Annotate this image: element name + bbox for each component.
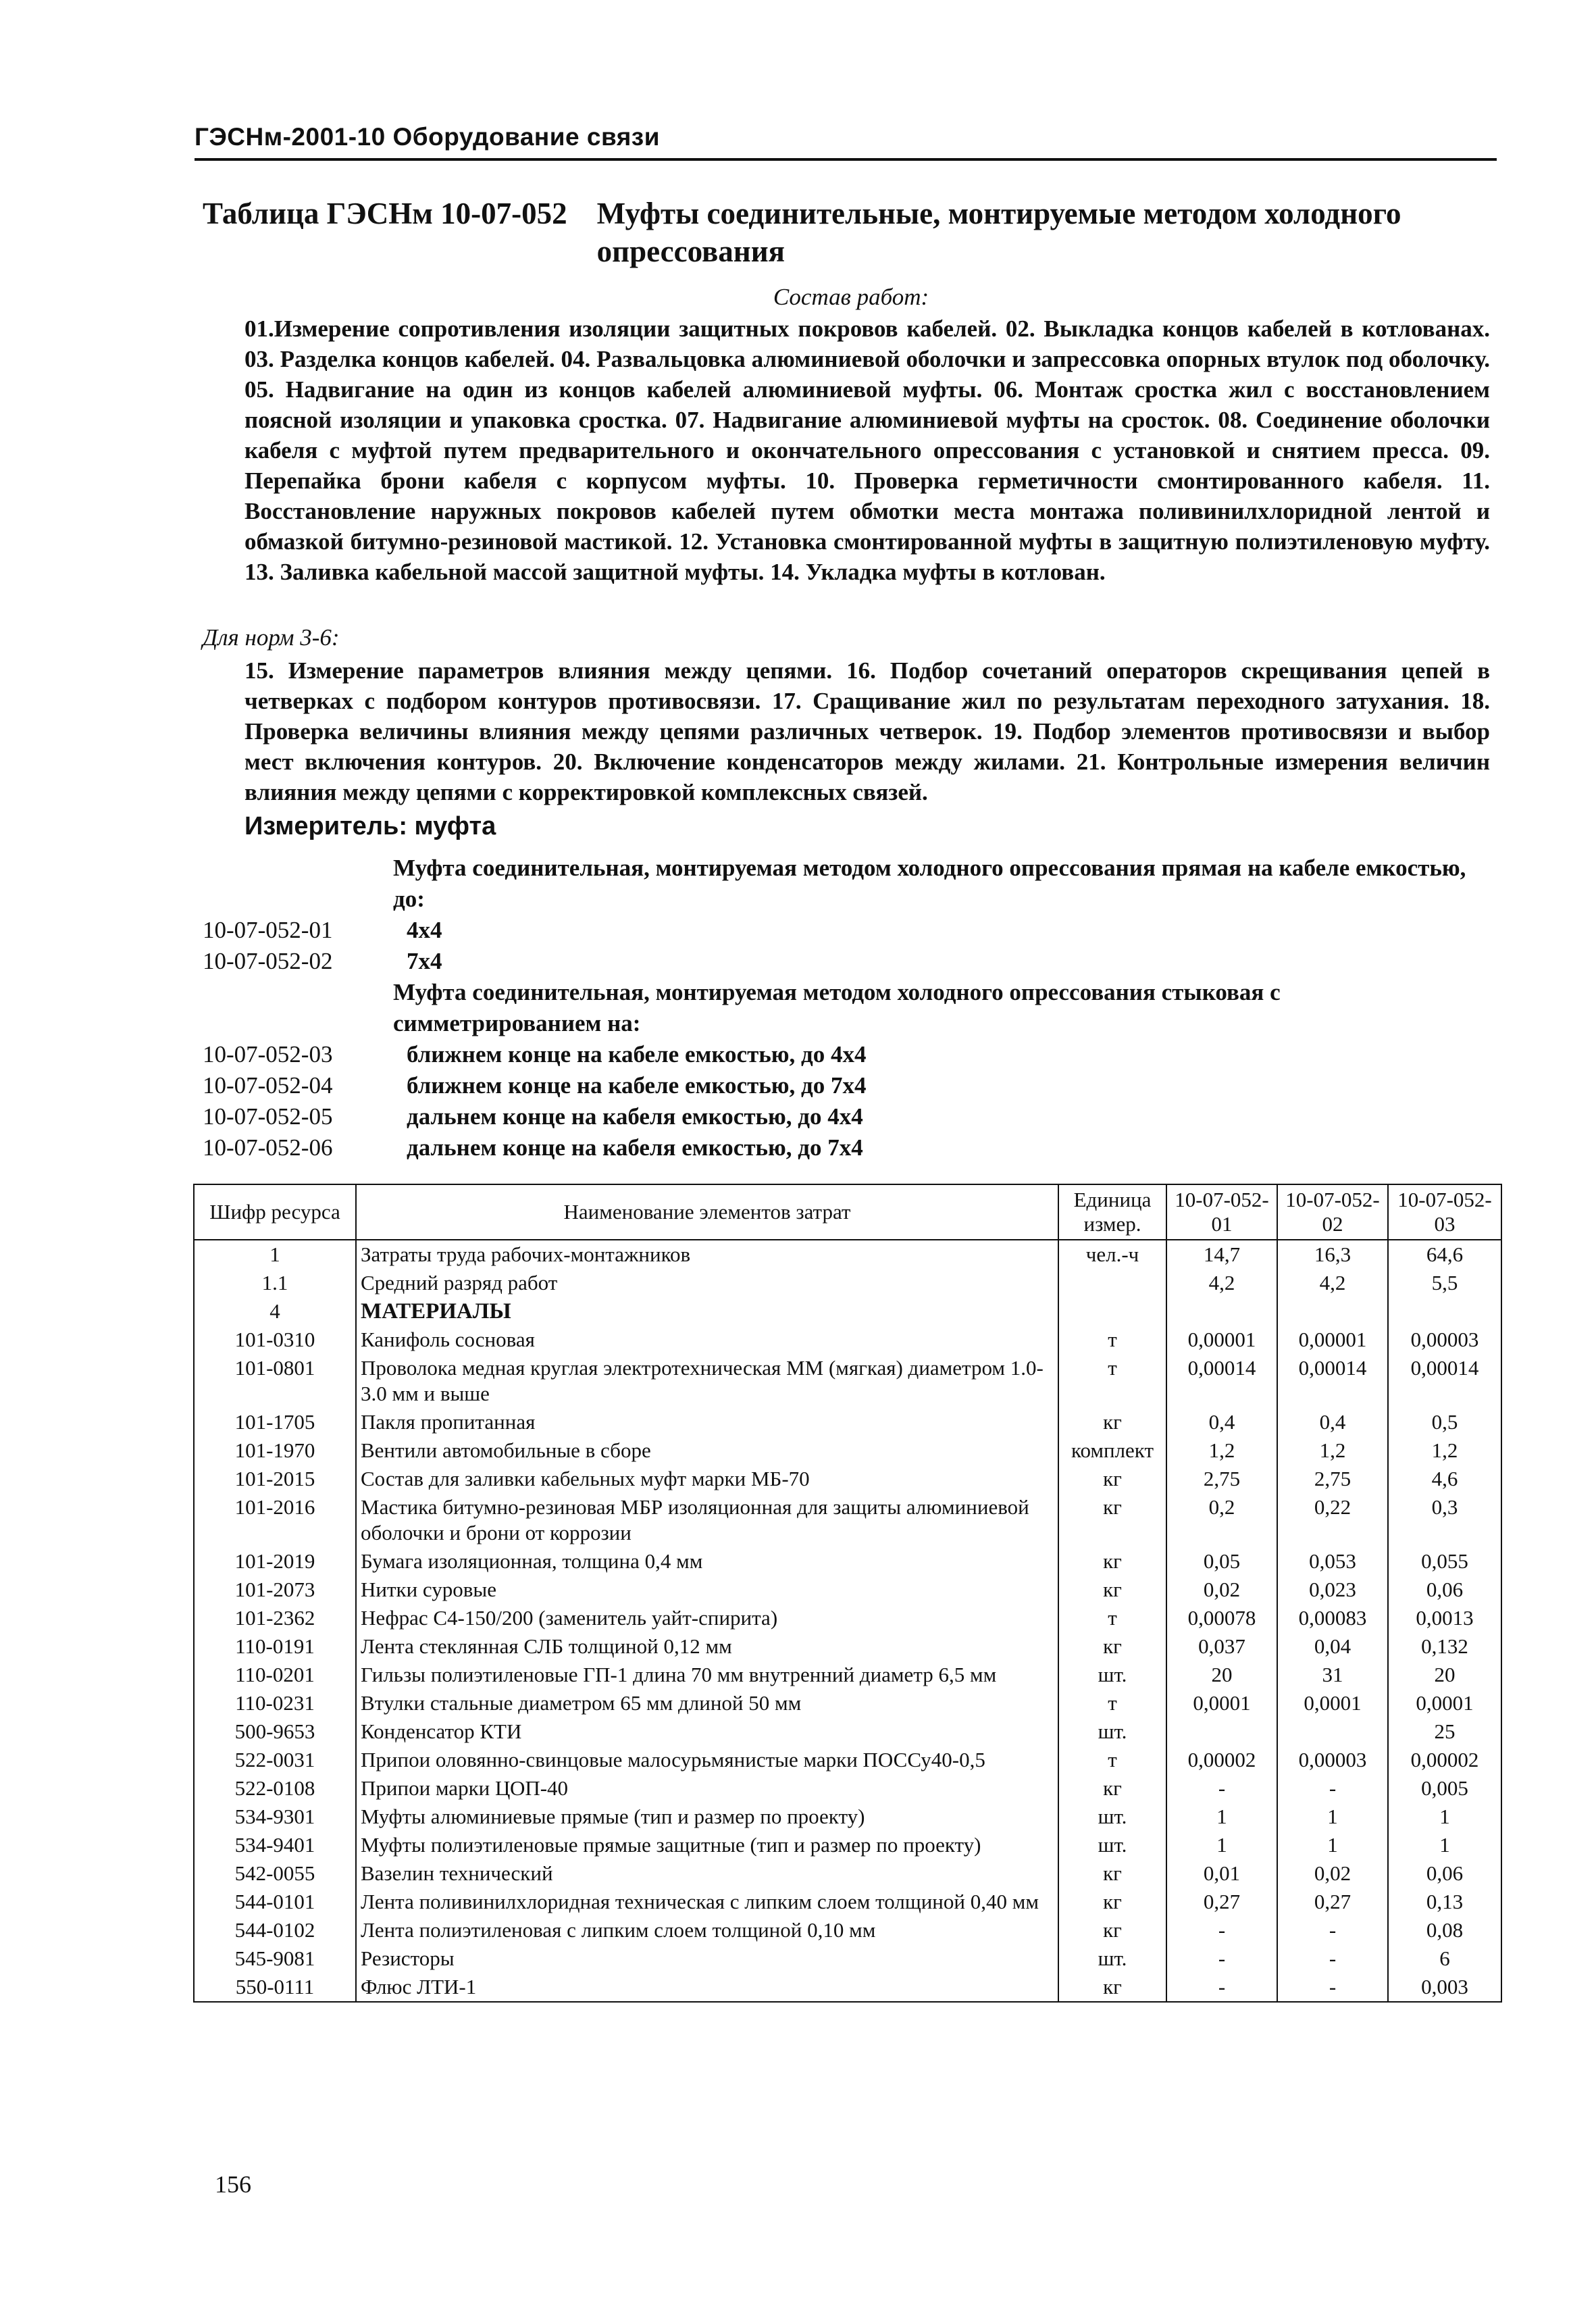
cell-norm-02: 0,4 <box>1277 1408 1388 1436</box>
cell-norm-02: 0,023 <box>1277 1576 1388 1604</box>
cell-unit: шт. <box>1058 1944 1166 1973</box>
cell-norm-01: 0,00002 <box>1166 1746 1277 1774</box>
variant-item <box>203 915 1493 946</box>
header-norm-03: 10-07-052-03 <box>1388 1184 1501 1240</box>
table-header-row <box>194 1184 1501 1240</box>
table-row <box>194 1859 1501 1888</box>
table-row <box>194 1916 1501 1944</box>
cell-norm-03: 5,5 <box>1388 1269 1501 1297</box>
cell-unit: кг <box>1058 1774 1166 1803</box>
cell-cost-element-name: Лента поливинилхлоридная техническая с липким слоем толщиной 0,40 мм <box>356 1888 1058 1916</box>
cell-norm-02: 0,053 <box>1277 1547 1388 1576</box>
cell-norm-01: 0,0001 <box>1166 1689 1277 1717</box>
cell-cost-element-name: Вентили автомобильные в сборе <box>356 1436 1058 1465</box>
cell-norm-02: 0,27 <box>1277 1888 1388 1916</box>
cell-norm-01: 0,00001 <box>1166 1326 1277 1354</box>
cell-cost-element-name: Затраты труда рабочих-монтажников <box>356 1240 1058 1269</box>
cell-norm-01: 4,2 <box>1166 1269 1277 1297</box>
table-title-name: Муфты соединительные, монтируемые методом холодного опрессования <box>596 197 1401 268</box>
cell-unit: кг <box>1058 1493 1166 1547</box>
header-resource-code: Шифр ресурса <box>194 1184 356 1240</box>
variant-item <box>203 1039 1493 1070</box>
cell-norm-01: 0,02 <box>1166 1576 1277 1604</box>
cell-unit: шт. <box>1058 1717 1166 1746</box>
cell-norm-01: 0,4 <box>1166 1408 1277 1436</box>
cell-norm-01: 1 <box>1166 1831 1277 1859</box>
cell-norm-01: 0,01 <box>1166 1859 1277 1888</box>
table-row <box>194 1547 1501 1576</box>
cell-cost-element-name: Лента полиэтиленовая с липким слоем толщиной 0,10 мм <box>356 1916 1058 1944</box>
cell-norm-02: - <box>1277 1944 1388 1973</box>
cell-cost-element-name: Резисторы <box>356 1944 1058 1973</box>
table-row <box>194 1831 1501 1859</box>
cell-unit: кг <box>1058 1859 1166 1888</box>
cell-unit: комплект <box>1058 1436 1166 1465</box>
cell-norm-03: 1,2 <box>1388 1436 1501 1465</box>
cell-unit: кг <box>1058 1973 1166 2002</box>
variant-item <box>203 1101 1493 1132</box>
cell-unit: кг <box>1058 1888 1166 1916</box>
cell-norm-02: - <box>1277 1774 1388 1803</box>
table-row <box>194 1746 1501 1774</box>
variant-item <box>203 1132 1493 1163</box>
cell-unit: чел.-ч <box>1058 1240 1166 1269</box>
cell-unit: т <box>1058 1354 1166 1408</box>
page-number: 156 <box>215 2171 251 2198</box>
cell-resource-code: 110-0191 <box>194 1632 356 1661</box>
cell-norm-01: 14,7 <box>1166 1240 1277 1269</box>
variant-text: ближнем конце на кабеле емкостью, до 7x4 <box>407 1072 867 1099</box>
cell-norm-03: 0,3 <box>1388 1493 1501 1547</box>
cell-cost-element-name: Нефрас С4-150/200 (заменитель уайт-спирита) <box>356 1604 1058 1632</box>
cell-cost-element-name: Нитки суровые <box>356 1576 1058 1604</box>
cell-norm-01: 0,037 <box>1166 1632 1277 1661</box>
meter-label: Измеритель: муфта <box>244 812 496 840</box>
cell-resource-code: 110-0201 <box>194 1661 356 1689</box>
table-body <box>194 1240 1501 2002</box>
cell-unit: т <box>1058 1604 1166 1632</box>
variant-text: дальнем конце на кабеля емкостью, до 4x4 <box>407 1103 863 1130</box>
cell-resource-code: 101-2362 <box>194 1604 356 1632</box>
variant-code: 10-07-052-02 <box>203 948 333 974</box>
variants-list <box>203 853 1493 1163</box>
cell-cost-element-name: Муфты полиэтиленовые прямые защитные (тип и размер по проекту) <box>356 1831 1058 1859</box>
table-title <box>203 195 1499 270</box>
cell-norm-02: 1 <box>1277 1803 1388 1831</box>
cell-norm-02: 0,00014 <box>1277 1354 1388 1408</box>
composition-heading: Состав работ: <box>773 284 929 310</box>
variant-group <box>203 853 1493 915</box>
cell-cost-element-name: Припои марки ЦОП-40 <box>356 1774 1058 1803</box>
cell-resource-code: 522-0108 <box>194 1774 356 1803</box>
cell-resource-code: 101-1705 <box>194 1408 356 1436</box>
variant-text: 7x4 <box>407 948 442 974</box>
cell-unit: кг <box>1058 1547 1166 1576</box>
cell-resource-code: 101-2016 <box>194 1493 356 1547</box>
cell-resource-code: 101-2015 <box>194 1465 356 1493</box>
cell-resource-code: 1 <box>194 1240 356 1269</box>
cell-norm-01: 1 <box>1166 1803 1277 1831</box>
cell-norm-03: 0,003 <box>1388 1973 1501 2002</box>
composition-text-norms: 15. Измерение параметров влияния между цепями. 16. Подбор сочетаний операторов скрещивания цепей в четверках с подбором контуров противосвязи. 17. Сращивание жил по результатам переходного затухания. 18. Проверка величины влияния между цепями различных четверок. 19. Подбор элементов противосвязи и выбор мест включения контуров. 20. Включение конденсаторов между жилами. 21. Контрольные измерения величин влияния между цепями с корректировкой комплексных связей. <box>244 657 1490 805</box>
cell-unit: т <box>1058 1326 1166 1354</box>
table-row <box>194 1240 1501 1269</box>
cell-norm-01: - <box>1166 1916 1277 1944</box>
table-row <box>194 1689 1501 1717</box>
table-row <box>194 1661 1501 1689</box>
cell-norm-03: 0,005 <box>1388 1774 1501 1803</box>
cell-norm-02: 0,00001 <box>1277 1326 1388 1354</box>
cell-resource-code: 1.1 <box>194 1269 356 1297</box>
table-row <box>194 1576 1501 1604</box>
variant-code: 10-07-052-05 <box>203 1103 333 1130</box>
cell-norm-03 <box>1388 1297 1501 1326</box>
cell-norm-02 <box>1277 1297 1388 1326</box>
cell-unit: шт. <box>1058 1803 1166 1831</box>
cell-norm-02 <box>1277 1717 1388 1746</box>
variant-text: 4x4 <box>407 917 442 943</box>
cell-norm-03: 0,0001 <box>1388 1689 1501 1717</box>
cell-norm-02: 0,02 <box>1277 1859 1388 1888</box>
norms-label: Для норм 3-6: <box>203 624 340 651</box>
cell-cost-element-name: Флюс ЛТИ-1 <box>356 1973 1058 2002</box>
header-norm-02: 10-07-052-02 <box>1277 1184 1388 1240</box>
table-title-code: Таблица ГЭСНм 10-07-052 <box>203 197 567 230</box>
cell-resource-code: 534-9401 <box>194 1831 356 1859</box>
table-row <box>194 1774 1501 1803</box>
table-row <box>194 1297 1501 1326</box>
cell-resource-code: 544-0102 <box>194 1916 356 1944</box>
cell-norm-02: - <box>1277 1916 1388 1944</box>
cell-resource-code: 522-0031 <box>194 1746 356 1774</box>
resource-table <box>193 1184 1502 2003</box>
cell-cost-element-name: Припои оловянно-свинцовые малосурьмянистые марки ПОССу40-0,5 <box>356 1746 1058 1774</box>
cell-norm-01: 0,2 <box>1166 1493 1277 1547</box>
cell-unit: т <box>1058 1689 1166 1717</box>
cell-norm-01 <box>1166 1297 1277 1326</box>
variant-code: 10-07-052-04 <box>203 1072 333 1099</box>
cell-unit: кг <box>1058 1465 1166 1493</box>
cell-unit: кг <box>1058 1408 1166 1436</box>
cell-norm-03: 64,6 <box>1388 1240 1501 1269</box>
cell-norm-02: 1,2 <box>1277 1436 1388 1465</box>
cell-norm-03: 4,6 <box>1388 1465 1501 1493</box>
variant-text: Муфта соединительная, монтируемая методом холодного опрессования прямая на кабеле емкостью, до: <box>393 855 1466 912</box>
cell-resource-code: 101-0801 <box>194 1354 356 1408</box>
cell-norm-03: 0,08 <box>1388 1916 1501 1944</box>
cell-norm-01: - <box>1166 1973 1277 2002</box>
variant-text: Муфта соединительная, монтируемая методом холодного опрессования стыковая с симметрированием на: <box>393 979 1281 1036</box>
cell-cost-element-name: Состав для заливки кабельных муфт марки МБ-70 <box>356 1465 1058 1493</box>
cell-unit: шт. <box>1058 1661 1166 1689</box>
cell-norm-03: 6 <box>1388 1944 1501 1973</box>
variant-item <box>203 1070 1493 1101</box>
cell-unit: кг <box>1058 1632 1166 1661</box>
cell-norm-01: 2,75 <box>1166 1465 1277 1493</box>
cell-norm-01: 0,05 <box>1166 1547 1277 1576</box>
cell-resource-code: 544-0101 <box>194 1888 356 1916</box>
cell-norm-01: - <box>1166 1944 1277 1973</box>
cell-cost-element-name: Пакля пропитанная <box>356 1408 1058 1436</box>
composition-text-main: 01.Измерение сопротивления изоляции защитных покровов кабелей. 02. Выкладка концов кабелей в котлованах. 03. Разделка концов кабелей. 04. Развальцовка алюминиевой оболочки и запрессовка опорных втулок под оболочку. 05. Надвигание на один из концов кабелей алюминиевой муфты. 06. Монтаж сростка жил с восстановлением поясной изоляции и упаковка сростка. 07. Надвигание алюминиевой муфты на сросток. 08. Соединение оболочки кабеля с муфтой путем предварительного и окончательного опрессования с установкой и снятием пресса. 09. Перепайка брони кабеля с корпусом муфты. 10. Проверка герметичности смонтированного кабеля. 11. Восстановление наружных покровов кабелей путем обмотки места монтажа поливинилхлоридной лентой и обмазкой битумно-резиновой мастикой. 12. Установка смонтированной муфты в защитную полиэтиленовую муфту. 13. Заливка кабельной массой защитной муфты. 14. Укладка муфты в котлован. <box>244 316 1490 585</box>
table-row <box>194 1888 1501 1916</box>
variant-text: дальнем конце на кабеля емкостью, до 7x4 <box>407 1134 863 1161</box>
cell-norm-03: 0,00002 <box>1388 1746 1501 1774</box>
cell-resource-code: 110-0231 <box>194 1689 356 1717</box>
table-row <box>194 1436 1501 1465</box>
cell-norm-02: 0,22 <box>1277 1493 1388 1547</box>
cell-cost-element-name: Канифоль сосновая <box>356 1326 1058 1354</box>
cell-unit <box>1058 1269 1166 1297</box>
variant-text: ближнем конце на кабеле емкостью, до 4x4 <box>407 1041 867 1067</box>
variant-code: 10-07-052-06 <box>203 1134 333 1161</box>
cell-norm-01: 0,00078 <box>1166 1604 1277 1632</box>
header-cost-element-name: Наименование элементов затрат <box>356 1184 1058 1240</box>
cell-cost-element-name: Конденсатор КТИ <box>356 1717 1058 1746</box>
variant-code: 10-07-052-03 <box>203 1041 333 1067</box>
cell-cost-element-name: Бумага изоляционная, толщина 0,4 мм <box>356 1547 1058 1576</box>
cell-cost-element-name: МАТЕРИАЛЫ <box>356 1297 1058 1326</box>
variant-code <box>203 853 393 915</box>
table-row <box>194 1465 1501 1493</box>
cell-cost-element-name: Втулки стальные диаметром 65 мм длиной 50 мм <box>356 1689 1058 1717</box>
header-norm-01: 10-07-052-01 <box>1166 1184 1277 1240</box>
cell-cost-element-name: Гильзы полиэтиленовые ГП-1 длина 70 мм внутренний диаметр 6,5 мм <box>356 1661 1058 1689</box>
cell-norm-02: 31 <box>1277 1661 1388 1689</box>
cell-norm-02: 0,00003 <box>1277 1746 1388 1774</box>
cell-norm-03: 0,5 <box>1388 1408 1501 1436</box>
cell-norm-02: 0,0001 <box>1277 1689 1388 1717</box>
variant-code <box>203 977 393 1039</box>
cell-norm-03: 0,00014 <box>1388 1354 1501 1408</box>
cell-norm-02: 16,3 <box>1277 1240 1388 1269</box>
table-row <box>194 1604 1501 1632</box>
cell-resource-code: 542-0055 <box>194 1859 356 1888</box>
table-row <box>194 1269 1501 1297</box>
cell-cost-element-name: Средний разряд работ <box>356 1269 1058 1297</box>
cell-norm-03: 0,06 <box>1388 1576 1501 1604</box>
cell-norm-03: 0,00003 <box>1388 1326 1501 1354</box>
variant-item <box>203 946 1493 977</box>
table-row <box>194 1354 1501 1408</box>
running-header: ГЭСНм-2001-10 Оборудование связи <box>195 123 1497 161</box>
table-row <box>194 1632 1501 1661</box>
cell-norm-01: 20 <box>1166 1661 1277 1689</box>
header-unit: Единица измер. <box>1058 1184 1166 1240</box>
cell-resource-code: 101-0310 <box>194 1326 356 1354</box>
cell-unit: кг <box>1058 1916 1166 1944</box>
table-row <box>194 1717 1501 1746</box>
cell-cost-element-name: Мастика битумно-резиновая МБР изоляционная для защиты алюминиевой оболочки и брони от коррозии <box>356 1493 1058 1547</box>
cell-resource-code: 4 <box>194 1297 356 1326</box>
cell-resource-code: 545-9081 <box>194 1944 356 1973</box>
cell-norm-03: 0,0013 <box>1388 1604 1501 1632</box>
table-row <box>194 1944 1501 1973</box>
cell-cost-element-name: Вазелин технический <box>356 1859 1058 1888</box>
cell-norm-03: 0,13 <box>1388 1888 1501 1916</box>
cell-resource-code: 101-2019 <box>194 1547 356 1576</box>
cell-cost-element-name: Муфты алюминиевые прямые (тип и размер по проекту) <box>356 1803 1058 1831</box>
cell-norm-03: 25 <box>1388 1717 1501 1746</box>
cell-norm-02: 0,00083 <box>1277 1604 1388 1632</box>
cell-cost-element-name: Проволока медная круглая электротехническая ММ (мягкая) диаметром 1.0-3.0 мм и выше <box>356 1354 1058 1408</box>
cell-norm-03: 1 <box>1388 1803 1501 1831</box>
cell-norm-01 <box>1166 1717 1277 1746</box>
cell-norm-02: 0,04 <box>1277 1632 1388 1661</box>
cell-norm-01: - <box>1166 1774 1277 1803</box>
cell-norm-01: 0,00014 <box>1166 1354 1277 1408</box>
cell-unit: кг <box>1058 1576 1166 1604</box>
cell-norm-02: 4,2 <box>1277 1269 1388 1297</box>
cell-norm-01: 1,2 <box>1166 1436 1277 1465</box>
cell-norm-03: 20 <box>1388 1661 1501 1689</box>
variant-group <box>203 977 1493 1039</box>
cell-norm-03: 0,06 <box>1388 1859 1501 1888</box>
cell-norm-02: 2,75 <box>1277 1465 1388 1493</box>
cell-norm-03: 1 <box>1388 1831 1501 1859</box>
cell-resource-code: 550-0111 <box>194 1973 356 2002</box>
cell-unit: шт. <box>1058 1831 1166 1859</box>
cell-resource-code: 500-9653 <box>194 1717 356 1746</box>
cell-norm-01: 0,27 <box>1166 1888 1277 1916</box>
cell-resource-code: 101-2073 <box>194 1576 356 1604</box>
cell-norm-02: 1 <box>1277 1831 1388 1859</box>
cell-norm-03: 0,132 <box>1388 1632 1501 1661</box>
cell-cost-element-name: Лента стеклянная СЛБ толщиной 0,12 мм <box>356 1632 1058 1661</box>
table-row <box>194 1493 1501 1547</box>
cell-unit: т <box>1058 1746 1166 1774</box>
table-row <box>194 1973 1501 2002</box>
cell-unit <box>1058 1297 1166 1326</box>
cell-resource-code: 101-1970 <box>194 1436 356 1465</box>
cell-norm-03: 0,055 <box>1388 1547 1501 1576</box>
table-row <box>194 1408 1501 1436</box>
table-row <box>194 1803 1501 1831</box>
cell-norm-02: - <box>1277 1973 1388 2002</box>
table-row <box>194 1326 1501 1354</box>
variant-code: 10-07-052-01 <box>203 917 333 943</box>
cell-resource-code: 534-9301 <box>194 1803 356 1831</box>
